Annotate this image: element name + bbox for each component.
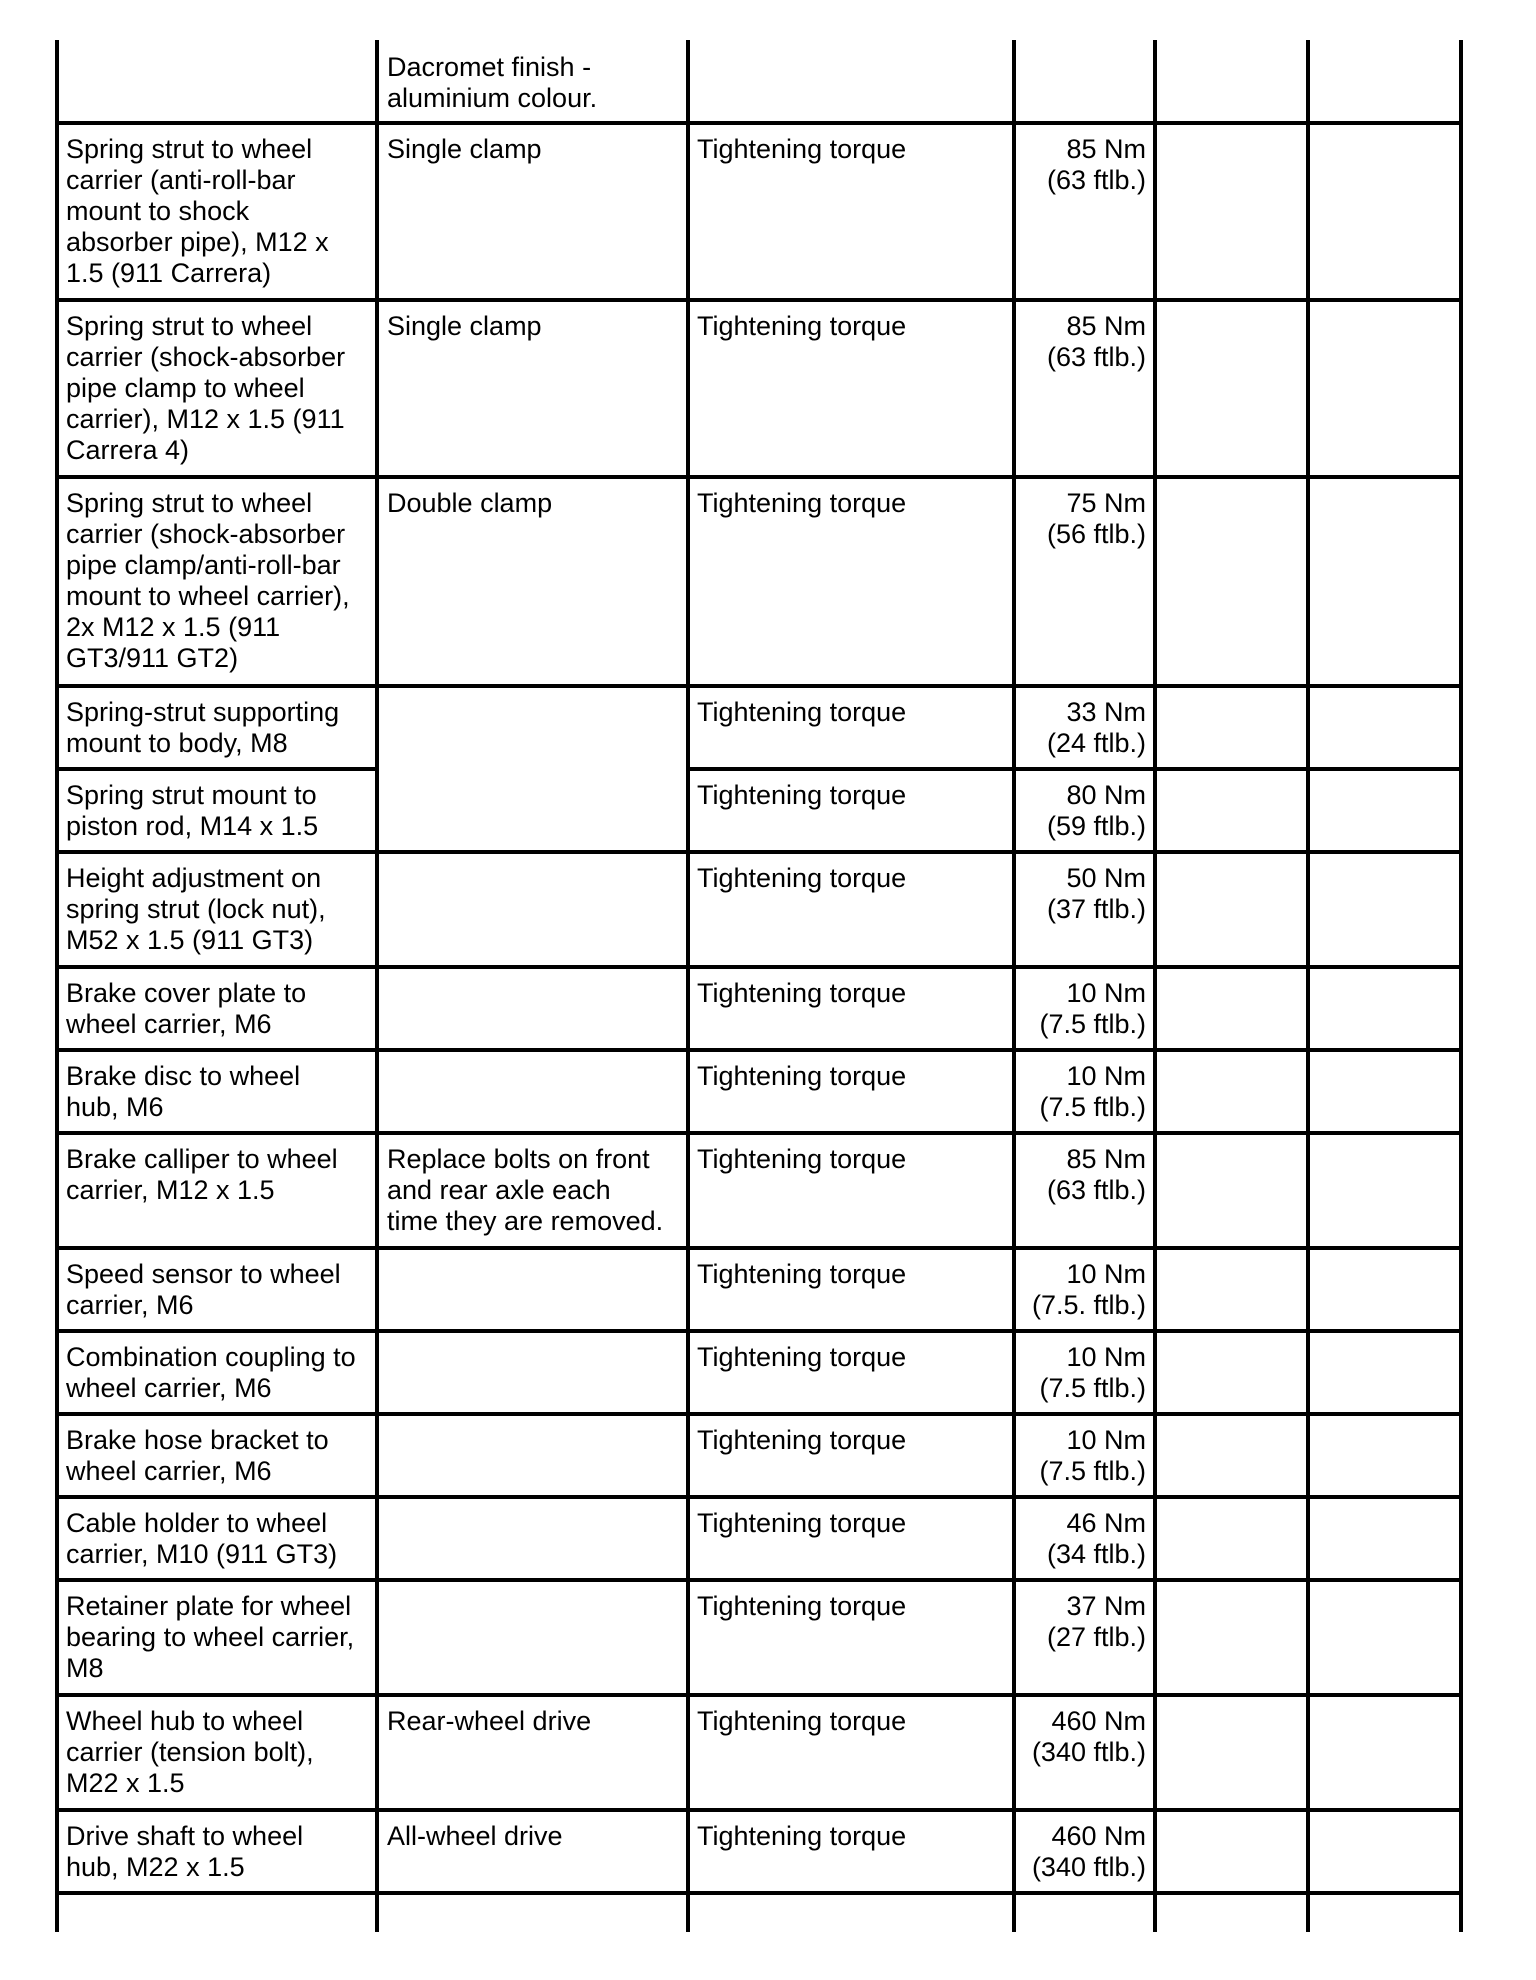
type-cell: Tightening torque: [697, 1342, 907, 1372]
part-cell: Retainer plate for wheel bearing to wheel carrier, M8: [66, 1591, 355, 1683]
remark-cell: Double clamp: [387, 488, 553, 518]
part-cell: Spring-strut supporting mount to body, M8: [66, 697, 340, 758]
remark-cell: Single clamp: [387, 311, 542, 341]
type-cell: Tightening torque: [697, 488, 907, 518]
value-cell: 33 Nm (24 ftlb.): [1046, 697, 1146, 758]
row-border: [55, 121, 1463, 125]
row-border: [55, 475, 1463, 479]
row-border: [55, 1578, 1463, 1582]
remark-cell: All-wheel drive: [387, 1821, 563, 1851]
remark-cell: Dacromet finish - aluminium colour.: [387, 52, 598, 113]
value-cell: 460 Nm (340 ftlb.): [1031, 1706, 1146, 1767]
value-cell: 75 Nm (56 ftlb.): [1046, 488, 1146, 549]
type-cell: Tightening torque: [697, 780, 907, 810]
type-cell: Tightening torque: [697, 134, 907, 164]
type-cell: Tightening torque: [697, 311, 907, 341]
type-cell: Tightening torque: [697, 1508, 907, 1538]
value-cell: 50 Nm (37 ftlb.): [1046, 863, 1146, 924]
part-cell: Spring strut to wheel carrier (shock-absorber pipe clamp to wheel carrier), M12 x 1.5 (911 Carrera 4): [66, 311, 346, 465]
value-cell: 10 Nm (7.5 ftlb.): [1039, 1061, 1146, 1122]
type-cell: Tightening torque: [697, 1425, 907, 1455]
part-cell: Brake hose bracket to wheel carrier, M6: [66, 1425, 329, 1486]
part-cell: Brake cover plate to wheel carrier, M6: [66, 978, 307, 1039]
type-cell: Tightening torque: [697, 1259, 907, 1289]
part-cell: Height adjustment on spring strut (lock nut), M52 x 1.5 (911 GT3): [66, 863, 326, 955]
part-cell: Brake calliper to wheel carrier, M12 x 1.5: [66, 1144, 338, 1205]
value-cell: 85 Nm (63 ftlb.): [1046, 134, 1146, 195]
remark-cell: Rear-wheel drive: [387, 1706, 592, 1736]
value-cell: 80 Nm (59 ftlb.): [1046, 780, 1146, 841]
row-border: [686, 767, 1463, 771]
column-border: [55, 40, 59, 1932]
type-cell: Tightening torque: [697, 1061, 907, 1091]
row-border: [55, 1329, 1463, 1333]
value-cell: 85 Nm (63 ftlb.): [1046, 311, 1146, 372]
row-border: [55, 767, 379, 771]
type-cell: Tightening torque: [697, 1706, 907, 1736]
row-border: [55, 1808, 1463, 1812]
part-cell: Spring strut to wheel carrier (shock-absorber pipe clamp/anti-roll-bar mount to wheel carrier), 2x M12 x 1.5 (911 GT3/911 GT2): [66, 488, 350, 673]
type-cell: Tightening torque: [697, 863, 907, 893]
part-cell: Cable holder to wheel carrier, M10 (911 GT3): [66, 1508, 338, 1569]
column-border: [1306, 40, 1310, 1932]
type-cell: Tightening torque: [697, 978, 907, 1008]
part-cell: Speed sensor to wheel carrier, M6: [66, 1259, 341, 1320]
part-cell: Spring strut to wheel carrier (anti-roll-bar mount to shock absorber pipe), M12 x 1.5 (911 Carrera): [66, 134, 329, 288]
row-border: [55, 1246, 1463, 1250]
value-cell: 10 Nm (7.5 ftlb.): [1039, 1425, 1146, 1486]
type-cell: Tightening torque: [697, 1821, 907, 1851]
part-cell: Spring strut mount to piston rod, M14 x 1.5: [66, 780, 319, 841]
type-cell: Tightening torque: [697, 1144, 907, 1174]
value-cell: 46 Nm (34 ftlb.): [1046, 1508, 1146, 1569]
row-border: [55, 298, 1463, 302]
remark-cell: Replace bolts on front and rear axle each time they are removed.: [387, 1144, 664, 1236]
value-cell: 10 Nm (7.5 ftlb.): [1039, 978, 1146, 1039]
part-cell: Drive shaft to wheel hub, M22 x 1.5: [66, 1821, 304, 1882]
row-border: [55, 850, 1463, 854]
part-cell: Brake disc to wheel hub, M6: [66, 1061, 301, 1122]
row-border: [55, 1131, 1463, 1135]
value-cell: 10 Nm (7.5 ftlb.): [1039, 1342, 1146, 1403]
row-border: [55, 1495, 1463, 1499]
value-cell: 85 Nm (63 ftlb.): [1046, 1144, 1146, 1205]
row-border: [55, 1693, 1463, 1697]
value-cell: 37 Nm (27 ftlb.): [1046, 1591, 1146, 1652]
row-border: [55, 965, 1463, 969]
type-cell: Tightening torque: [697, 697, 907, 727]
row-border: [55, 1048, 1463, 1052]
type-cell: Tightening torque: [697, 1591, 907, 1621]
value-cell: 10 Nm (7.5. ftlb.): [1031, 1259, 1146, 1320]
part-cell: Wheel hub to wheel carrier (tension bolt), M22 x 1.5: [66, 1706, 314, 1798]
column-border: [1153, 40, 1157, 1932]
remark-cell: Single clamp: [387, 134, 542, 164]
row-border: [55, 1891, 1463, 1895]
row-border: [55, 684, 1463, 688]
value-cell: 460 Nm (340 ftlb.): [1031, 1821, 1146, 1882]
part-cell: Combination coupling to wheel carrier, M6: [66, 1342, 356, 1403]
column-border: [1459, 40, 1463, 1932]
row-border: [55, 1412, 1463, 1416]
